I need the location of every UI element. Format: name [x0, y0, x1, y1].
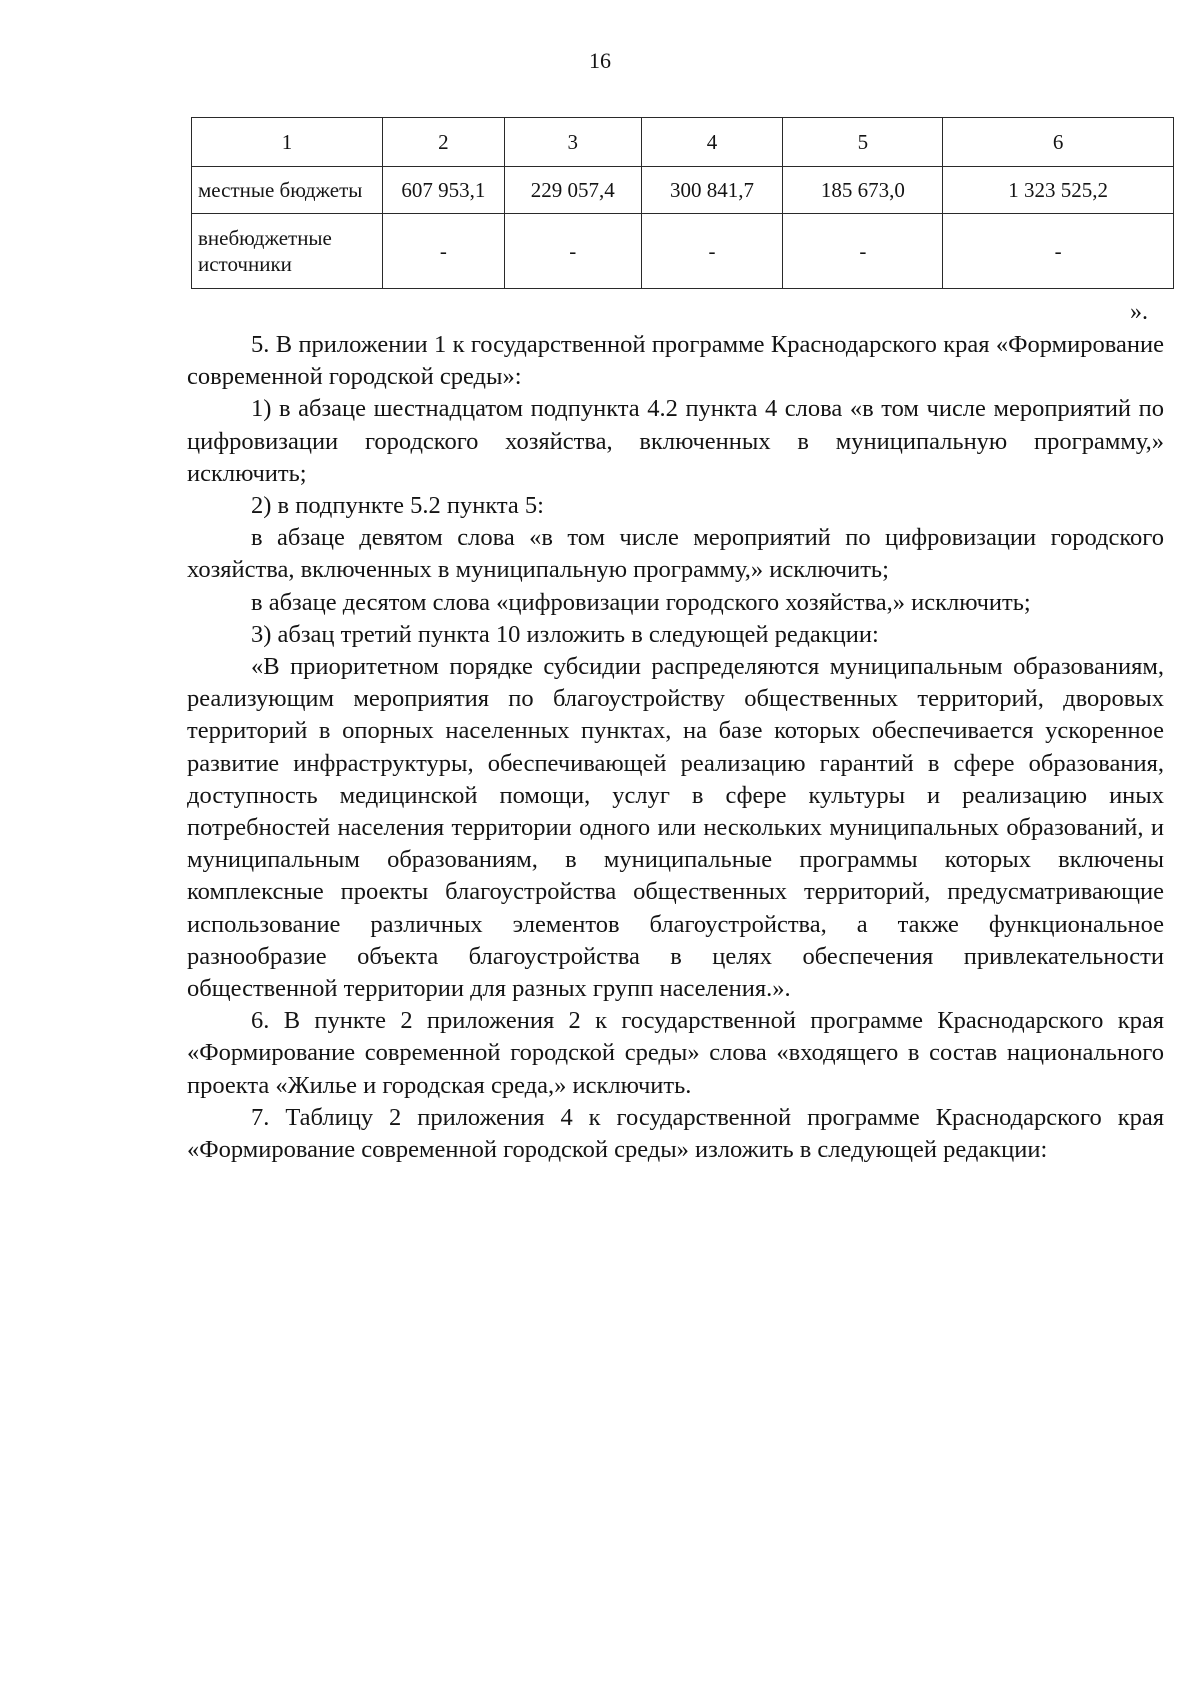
table-cell: -: [504, 214, 641, 289]
row-label: местные бюджеты: [192, 167, 383, 214]
row-label: внебюджетные источники: [192, 214, 383, 289]
table-cell: -: [382, 214, 504, 289]
table-header-cell: 5: [783, 118, 943, 167]
table-cell: 1 323 525,2: [943, 167, 1174, 214]
table-cell: 607 953,1: [382, 167, 504, 214]
paragraph-item-5: 5. В приложении 1 к государственной программе Краснодарского края «Формирование современной городской среды»:: [187, 331, 1164, 391]
paragraph-item-6: 6. В пункте 2 приложения 2 к государственной программе Краснодарского края «Формирование современной городской среды» слова «входящего в состав национального проекта «Жилье и городская среда,» исключить.: [187, 1007, 1164, 1099]
document-body: [187, 329, 1164, 1166]
table-cell: -: [943, 214, 1174, 289]
table-header-cell: 6: [943, 118, 1174, 167]
table-header-cell: 4: [641, 118, 783, 167]
table-cell: -: [641, 214, 783, 289]
table-cell: -: [783, 214, 943, 289]
paragraph-subitem-1: 1) в абзаце шестнадцатом подпункта 4.2 пункта 4 слова «в том числе мероприятий по цифровизации городского хозяйства, включенных в муниципальную программу,» исключить;: [187, 395, 1164, 487]
paragraph-subitem-2: 2) в подпункте 5.2 пункта 5:: [251, 492, 544, 520]
paragraph-tenth-indent: в абзаце десятом слова «цифровизации городского хозяйства,» исключить;: [251, 588, 1031, 616]
table-closing-quote: ».: [1130, 299, 1148, 325]
paragraph-ninth-indent: в абзаце девятом слова «в том числе мероприятий по цифровизации городского хозяйства, включенных в муниципальную программу,» исключить;: [187, 524, 1164, 584]
table-header-cell: 1: [192, 118, 383, 167]
page-number: 16: [589, 48, 611, 73]
table-header-cell: 2: [382, 118, 504, 167]
table-header-cell: 3: [504, 118, 641, 167]
table-cell: 185 673,0: [783, 167, 943, 214]
table-cell: 300 841,7: [641, 167, 783, 214]
table-header-row: [192, 118, 1174, 167]
paragraph-subitem-3: 3) абзац третий пункта 10 изложить в следующей редакции:: [251, 620, 879, 648]
table-row: [192, 167, 1174, 214]
paragraph-quoted-text: «В приоритетном порядке субсидии распределяются муниципальным образованиям, реализующим мероприятия по благоустройству общественных территорий, дворовых территорий в опорных населенных пунктах, на базе которых обеспечивается ускоренное развитие инфраструктуры, обеспечивающей реализацию гарантий в сфере образования, доступность медицинской помощи, услуг в сфере культуры и реализацию иных потребностей населения территории одного или нескольких муниципальных образований, и муниципальным образованиям, в муниципальные программы которых включены комплексные проекты благоустройства общественных территорий, предусматривающие использование различных элементов благоустройства, а также функциональное разнообразие объекта благоустройства в целях обеспечения привлекательности общественной территории для разных групп населения.».: [187, 653, 1164, 1003]
paragraph-item-7: 7. Таблицу 2 приложения 4 к государственной программе Краснодарского края «Формирование современной городской среды» изложить в следующей редакции:: [187, 1103, 1164, 1164]
table-cell: 229 057,4: [504, 167, 641, 214]
table-row: [192, 214, 1174, 289]
funding-table: [191, 117, 1174, 289]
